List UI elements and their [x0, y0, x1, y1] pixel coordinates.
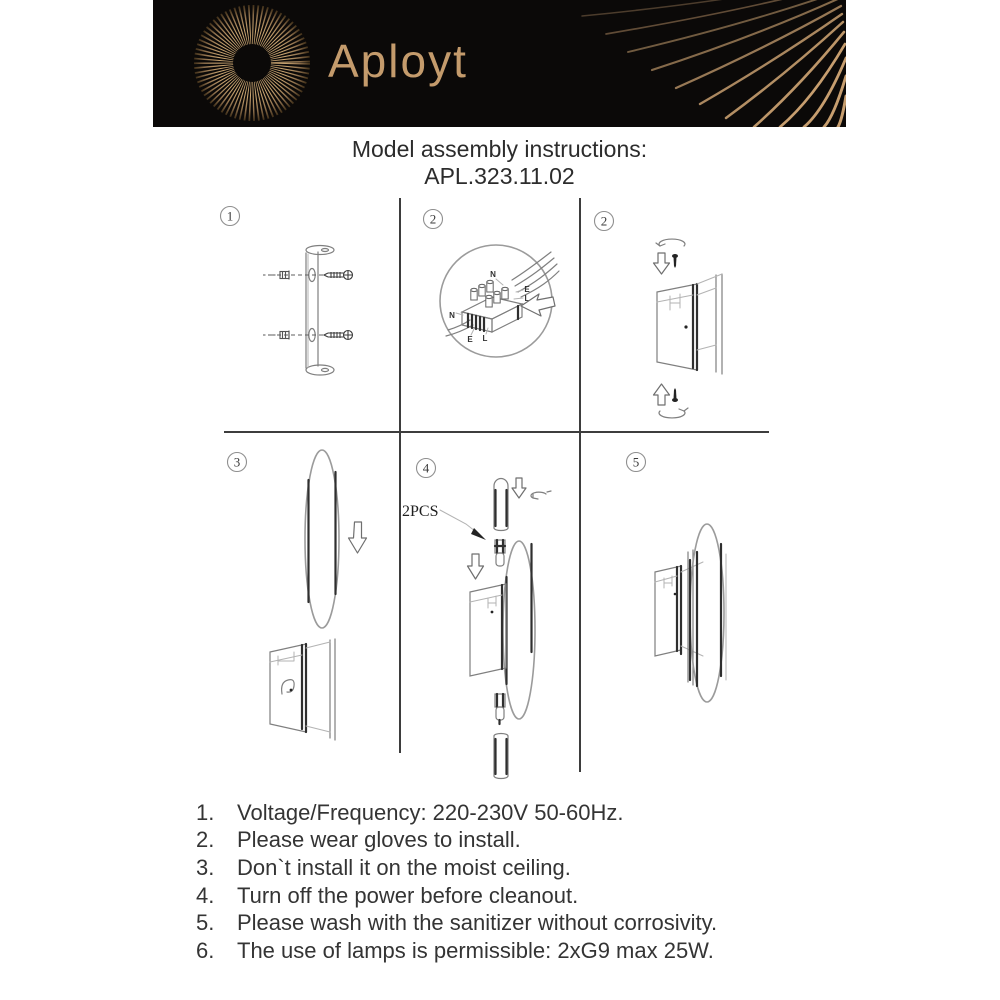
tube-cover — [494, 734, 508, 779]
down-arrow-icon — [349, 522, 367, 553]
item-text: The use of lamps is permissible: 2xG9 max 25W. — [237, 937, 714, 963]
svg-text:N: N — [490, 270, 496, 279]
svg-text:2: 2 — [600, 213, 608, 229]
item-number: 6. — [196, 937, 215, 963]
rotation-arrow-icon — [531, 491, 551, 499]
item-text: Don`t install it on the moist ceiling. — [237, 854, 571, 880]
terminal-block — [462, 280, 522, 332]
rotation-arrow-icon — [656, 239, 685, 246]
item-number: 2. — [196, 827, 215, 853]
tube-cover — [494, 479, 508, 531]
wall-mount — [270, 639, 335, 740]
item-text: Voltage/Frequency: 220-230V 50-60Hz. — [237, 799, 624, 825]
instruction-item — [196, 854, 836, 882]
rotation-arrow-icon — [659, 408, 688, 418]
svg-text:2: 2 — [429, 211, 437, 227]
step-number-badge — [417, 459, 436, 478]
svg-text:5: 5 — [632, 454, 640, 470]
sunburst-logo-icon — [187, 0, 317, 127]
svg-text:L: L — [482, 334, 488, 343]
lamp-ring — [305, 450, 339, 628]
panel-step-1 — [150, 200, 400, 432]
lamp-ring — [503, 541, 535, 719]
svg-text:E: E — [467, 335, 473, 344]
item-text: Turn off the power before cleanout. — [237, 882, 579, 908]
screw-icon — [324, 271, 353, 280]
item-number: 5. — [196, 910, 215, 936]
item-number: 4. — [196, 882, 215, 908]
item-text: Please wear gloves to install. — [237, 827, 521, 853]
item-text: Please wash with the sanitizer without corrosivity. — [237, 910, 718, 936]
instruction-item — [196, 799, 836, 827]
step-number-badge — [595, 212, 614, 231]
item-number: 1. — [196, 799, 215, 825]
svg-text:4: 4 — [422, 460, 430, 476]
brand-banner — [153, 0, 846, 127]
screw-icon — [324, 331, 353, 340]
panel-step-5 — [580, 432, 850, 762]
instruction-item — [196, 909, 836, 937]
svg-text:N: N — [449, 311, 455, 320]
g9-bulb — [495, 540, 505, 566]
instruction-item — [196, 882, 836, 910]
assembled-lamp — [655, 524, 726, 702]
step-number-badge — [221, 207, 240, 226]
step-number-badge — [228, 453, 247, 472]
wall-mount — [470, 584, 506, 676]
instructions-title: Model assembly instructions: — [351, 136, 648, 162]
model-code: APL.323.11.02 — [424, 163, 575, 189]
svg-text:E: E — [524, 285, 530, 294]
instruction-item — [196, 937, 836, 965]
callout-2pcs — [402, 503, 486, 540]
panel-step-3 — [150, 432, 400, 762]
wall-anchor-icon — [263, 271, 289, 280]
instruction-list — [196, 799, 836, 965]
up-arrow-icon — [654, 384, 670, 405]
wall-anchor-icon — [263, 331, 289, 340]
mounting-bracket — [306, 246, 334, 376]
brand-name: Aployt — [328, 34, 468, 87]
wall-plate — [657, 284, 697, 370]
panel-step-4 — [400, 432, 580, 782]
cable-hook — [282, 680, 295, 694]
instruction-item — [196, 827, 836, 855]
step-number-badge — [424, 210, 443, 229]
corner-rays-decoration — [576, 0, 846, 127]
page-title — [153, 136, 846, 190]
panel-step-2-wiring — [400, 200, 580, 432]
panel-step-2-mounting — [580, 200, 850, 432]
svg-text:L: L — [524, 294, 530, 303]
step-number-badge — [627, 453, 646, 472]
svg-text:3: 3 — [233, 454, 241, 470]
down-arrow-icon — [654, 253, 670, 274]
cover-trim — [697, 274, 722, 374]
screw-icon — [672, 388, 678, 402]
down-arrow-icon — [468, 554, 484, 579]
screw-icon — [672, 254, 678, 268]
svg-text:2PCS: 2PCS — [402, 503, 439, 520]
g9-bulb — [495, 694, 505, 724]
svg-text:1: 1 — [226, 208, 234, 224]
item-number: 3. — [196, 854, 215, 880]
down-arrow-icon — [512, 478, 526, 498]
